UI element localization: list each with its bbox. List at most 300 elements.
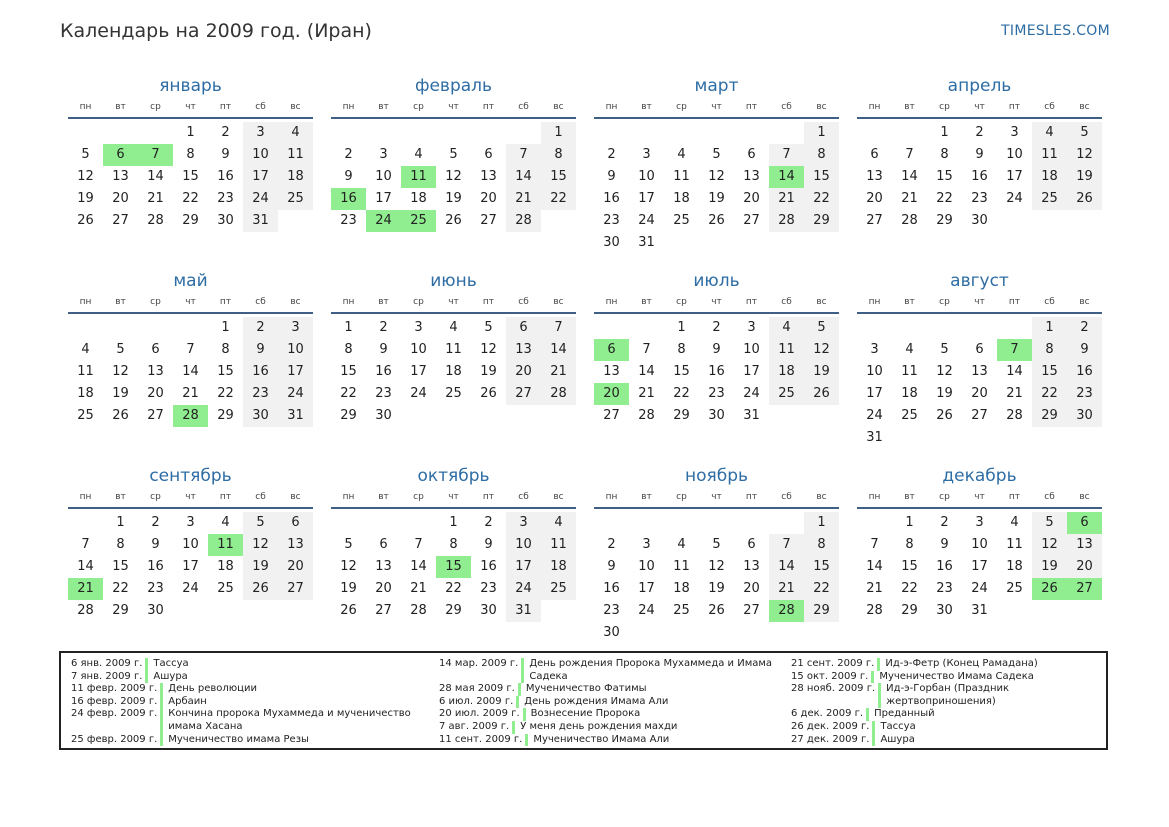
day-cell: 26: [1067, 188, 1102, 210]
day-cell: 18: [410, 191, 427, 206]
day-cell: 16: [217, 169, 234, 184]
day-cell: 29: [182, 213, 199, 228]
day-cell: 16: [708, 364, 725, 379]
legend-item: [71, 658, 431, 671]
day-cell: 21: [866, 581, 883, 596]
holiday-day: 28: [173, 405, 208, 427]
day-cell: 31: [743, 408, 760, 423]
day-cell: 21: [638, 386, 655, 401]
weekday-label: вт: [641, 297, 652, 307]
day-cell: 1: [804, 512, 839, 534]
day-cell: 12: [936, 364, 953, 379]
day-cell: 25: [673, 213, 690, 228]
day-cell: 19: [1032, 556, 1067, 578]
holiday-color-marker: [521, 658, 524, 683]
weekday-label: вс: [290, 102, 301, 112]
month-name: ноябрь: [684, 466, 749, 486]
day-cell: 7: [81, 537, 90, 552]
day-cell: 26: [445, 213, 462, 228]
legend-holiday-name: Мученичество имама Резы: [168, 733, 309, 745]
day-cell: 8: [1032, 339, 1067, 361]
day-cell: 23: [936, 581, 953, 596]
holiday-day: 25: [401, 210, 436, 232]
day-cell: 21: [769, 578, 804, 600]
empty-cell: [366, 512, 401, 534]
day-cell: 17: [182, 559, 199, 574]
day-cell: 24: [866, 408, 883, 423]
month-4: [857, 76, 1102, 271]
day-cell: 19: [480, 364, 497, 379]
day-cell: 18: [217, 559, 234, 574]
day-cell: 2: [975, 125, 984, 140]
holiday-day: 6: [1067, 512, 1102, 534]
day-cell: 19: [804, 361, 839, 383]
day-cell: 13: [971, 364, 988, 379]
day-cell: 13: [506, 339, 541, 361]
legend-holiday-name: День революции: [168, 683, 257, 695]
day-cell: 21: [769, 188, 804, 210]
day-cell: 27: [480, 213, 497, 228]
day-cell: 6: [506, 317, 541, 339]
day-cell: 21: [506, 188, 541, 210]
weekday-label: чт: [448, 297, 459, 307]
day-cell: 17: [278, 361, 313, 383]
day-cell: 15: [340, 364, 357, 379]
day-cell: 10: [243, 144, 278, 166]
empty-cell: [138, 122, 173, 144]
day-cell: 19: [936, 386, 953, 401]
day-cell: 28: [638, 408, 655, 423]
empty-cell: [962, 317, 997, 339]
day-cell: 28: [147, 213, 164, 228]
day-cell: 7: [870, 537, 879, 552]
weekday-label: чт: [185, 102, 196, 112]
day-cell: 22: [804, 188, 839, 210]
legend-item: [439, 734, 789, 747]
day-cell: 24: [638, 213, 655, 228]
day-cell: 28: [77, 603, 94, 618]
empty-cell: [664, 122, 699, 144]
day-cell: 14: [541, 339, 576, 361]
weekday-label: вт: [904, 492, 915, 502]
day-cell: 1: [116, 515, 125, 530]
holiday-day: 6: [103, 144, 138, 166]
day-cell: 30: [603, 235, 620, 250]
day-cell: 15: [804, 556, 839, 578]
day-cell: 5: [1032, 512, 1067, 534]
day-cell: 6: [151, 342, 160, 357]
day-cell: 10: [1006, 147, 1023, 162]
day-cell: 16: [375, 364, 392, 379]
day-cell: 26: [340, 603, 357, 618]
empty-cell: [734, 512, 769, 534]
weekday-label: ср: [939, 492, 950, 502]
day-cell: 9: [344, 169, 353, 184]
day-cell: 18: [77, 386, 94, 401]
empty-cell: [892, 317, 927, 339]
day-cell: 30: [243, 405, 278, 427]
day-cell: 14: [866, 559, 883, 574]
empty-cell: [594, 512, 629, 534]
day-cell: 8: [116, 537, 125, 552]
day-cell: 28: [541, 383, 576, 405]
weekday-label: чт: [974, 297, 985, 307]
day-cell: 29: [804, 210, 839, 232]
day-cell: 12: [1032, 534, 1067, 556]
day-cell: 12: [340, 559, 357, 574]
day-cell: 4: [769, 317, 804, 339]
day-cell: 16: [1067, 361, 1102, 383]
day-cell: 1: [905, 515, 914, 530]
day-cell: 12: [708, 559, 725, 574]
day-cell: 15: [112, 559, 129, 574]
day-cell: 23: [243, 383, 278, 405]
day-cell: 6: [747, 537, 756, 552]
day-grid: [857, 512, 1102, 622]
weekday-label: сб: [781, 492, 792, 502]
day-cell: 13: [480, 169, 497, 184]
day-grid: [594, 122, 839, 254]
weekday-label: вт: [378, 102, 389, 112]
day-cell: 11: [901, 364, 918, 379]
legend-holiday-name: Мученичество Фатимы: [525, 683, 647, 695]
day-cell: 17: [638, 191, 655, 206]
day-cell: 22: [901, 581, 918, 596]
weekday-label: вт: [115, 492, 126, 502]
day-cell: 30: [971, 213, 988, 228]
day-cell: 28: [410, 603, 427, 618]
day-cell: 1: [677, 320, 686, 335]
day-cell: 24: [638, 603, 655, 618]
day-cell: 27: [278, 578, 313, 600]
day-cell: 22: [541, 188, 576, 210]
day-cell: 8: [449, 537, 458, 552]
day-cell: 29: [901, 603, 918, 618]
day-cell: 18: [445, 364, 462, 379]
day-cell: 21: [147, 191, 164, 206]
day-cell: 22: [445, 581, 462, 596]
day-cell: 30: [936, 603, 953, 618]
day-cell: 27: [147, 408, 164, 423]
day-cell: 21: [1006, 386, 1023, 401]
legend-date: 6 июл. 2009 г.: [439, 695, 514, 707]
month-7: [594, 271, 839, 466]
day-cell: 23: [1067, 383, 1102, 405]
day-cell: 2: [712, 320, 721, 335]
holiday-color-marker: [872, 734, 875, 747]
weekday-label: вс: [816, 297, 827, 307]
day-cell: 6: [379, 537, 388, 552]
legend-item: [791, 658, 1106, 671]
day-cell: 14: [1006, 364, 1023, 379]
legend-holiday-name: Ашура: [153, 670, 188, 682]
weekday-label: чт: [974, 102, 985, 112]
empty-cell: [857, 317, 892, 339]
weekday-label: пт: [482, 492, 495, 502]
month-name: август: [950, 271, 1009, 291]
day-cell: 30: [375, 408, 392, 423]
day-cell: 28: [769, 210, 804, 232]
month-name: январь: [159, 76, 222, 96]
day-cell: 5: [484, 320, 493, 335]
day-cell: 2: [243, 317, 278, 339]
day-cell: 6: [484, 147, 493, 162]
day-cell: 7: [642, 342, 651, 357]
day-cell: 19: [77, 191, 94, 206]
holiday-day: 11: [208, 534, 243, 556]
day-cell: 5: [1067, 122, 1102, 144]
day-cell: 4: [1032, 122, 1067, 144]
day-cell: 10: [278, 339, 313, 361]
month-6: [331, 271, 576, 466]
legend-date: 11 сент. 2009 г.: [439, 733, 523, 745]
day-cell: 18: [1006, 559, 1023, 574]
day-cell: 1: [221, 320, 230, 335]
weekday-label: пт: [745, 492, 758, 502]
day-cell: 17: [410, 364, 427, 379]
month-name: апрель: [947, 76, 1012, 96]
day-cell: 20: [480, 191, 497, 206]
holiday-color-marker: [877, 658, 880, 671]
legend-holiday-name: Мученичество Имама Садека: [879, 670, 1034, 682]
day-cell: 22: [217, 386, 234, 401]
legend-date: 16 февр. 2009 г.: [71, 695, 158, 707]
empty-cell: [471, 122, 506, 144]
day-cell: 4: [677, 147, 686, 162]
holiday-day: 27: [1067, 578, 1102, 600]
month-name: февраль: [414, 76, 493, 96]
day-cell: 17: [1006, 169, 1023, 184]
weekday-header: [594, 297, 839, 314]
day-cell: 26: [112, 408, 129, 423]
day-cell: 28: [901, 213, 918, 228]
day-cell: 14: [901, 169, 918, 184]
holiday-day: 28: [769, 600, 804, 622]
weekday-label: пн: [79, 102, 92, 112]
legend-item: [71, 734, 431, 747]
holiday-color-marker: [871, 671, 874, 684]
day-cell: 4: [677, 537, 686, 552]
weekday-label: ср: [413, 492, 424, 502]
day-cell: 14: [769, 556, 804, 578]
day-cell: 23: [340, 213, 357, 228]
day-cell: 20: [1067, 556, 1102, 578]
empty-cell: [594, 122, 629, 144]
day-cell: 29: [340, 408, 357, 423]
legend-date: 7 янв. 2009 г.: [71, 670, 143, 682]
empty-cell: [629, 122, 664, 144]
day-cell: 16: [243, 361, 278, 383]
day-cell: 9: [151, 537, 160, 552]
legend-column: [71, 658, 431, 746]
day-cell: 22: [340, 386, 357, 401]
day-cell: 14: [410, 559, 427, 574]
day-cell: 23: [217, 191, 234, 206]
weekday-label: сб: [518, 492, 529, 502]
legend-holiday-name: Ашура: [880, 733, 915, 745]
day-cell: 16: [603, 191, 620, 206]
day-cell: 6: [278, 512, 313, 534]
legend-holiday-name: Ид-э-Фетр (Конец Рамадана): [885, 658, 1038, 669]
day-cell: 8: [541, 144, 576, 166]
legend-date: 26 дек. 2009 г.: [791, 720, 870, 732]
day-grid: [331, 512, 576, 622]
day-cell: 3: [642, 537, 651, 552]
day-cell: 10: [182, 537, 199, 552]
day-cell: 29: [673, 408, 690, 423]
empty-cell: [401, 122, 436, 144]
day-cell: 15: [673, 364, 690, 379]
empty-cell: [138, 317, 173, 339]
day-cell: 26: [936, 408, 953, 423]
day-cell: 22: [1032, 383, 1067, 405]
day-cell: 5: [712, 147, 721, 162]
day-cell: 4: [449, 320, 458, 335]
legend-column: [439, 658, 789, 746]
day-cell: 19: [1067, 166, 1102, 188]
day-cell: 17: [243, 166, 278, 188]
weekday-label: ср: [413, 297, 424, 307]
holiday-day: 11: [401, 166, 436, 188]
day-cell: 9: [975, 147, 984, 162]
day-cell: 26: [804, 383, 839, 405]
weekday-label: вс: [290, 492, 301, 502]
day-cell: 8: [905, 537, 914, 552]
legend-item: [791, 683, 1106, 708]
legend-date: 6 дек. 2009 г.: [791, 708, 864, 720]
day-cell: 13: [1067, 534, 1102, 556]
legend-date: 14 мар. 2009 г.: [439, 658, 519, 669]
holiday-color-marker: [145, 671, 148, 684]
day-cell: 30: [217, 213, 234, 228]
holiday-legend: [59, 651, 1108, 750]
weekday-label: пн: [605, 102, 618, 112]
legend-item: [71, 708, 431, 733]
weekday-label: ср: [150, 492, 161, 502]
day-cell: 13: [603, 364, 620, 379]
weekday-label: вс: [553, 492, 564, 502]
brand-link[interactable]: TIMESLES.COM: [1001, 23, 1110, 39]
day-cell: 27: [971, 408, 988, 423]
weekday-label: пн: [342, 492, 355, 502]
weekday-label: вс: [816, 492, 827, 502]
day-cell: 23: [971, 191, 988, 206]
empty-cell: [68, 122, 103, 144]
day-cell: 24: [971, 581, 988, 596]
day-cell: 2: [607, 147, 616, 162]
day-cell: 11: [77, 364, 94, 379]
weekday-label: вс: [553, 297, 564, 307]
day-cell: 18: [1032, 166, 1067, 188]
day-cell: 16: [147, 559, 164, 574]
day-cell: 19: [112, 386, 129, 401]
day-cell: 17: [971, 559, 988, 574]
day-cell: 27: [603, 408, 620, 423]
weekday-label: пн: [605, 492, 618, 502]
day-cell: 5: [243, 512, 278, 534]
weekday-header: [68, 297, 313, 314]
legend-item: [439, 696, 789, 709]
empty-cell: [331, 122, 366, 144]
legend-date: 24 февр. 2009 г.: [71, 708, 158, 720]
legend-column: [791, 658, 1106, 746]
month-10: [331, 466, 576, 661]
day-cell: 11: [673, 559, 690, 574]
day-cell: 11: [1032, 144, 1067, 166]
empty-cell: [892, 122, 927, 144]
day-grid: [594, 512, 839, 644]
day-cell: 26: [243, 578, 278, 600]
holiday-color-marker: [872, 721, 875, 734]
day-cell: 22: [112, 581, 129, 596]
holiday-day: 20: [594, 383, 629, 405]
day-cell: 7: [506, 144, 541, 166]
day-cell: 7: [414, 537, 423, 552]
weekday-label: пт: [1008, 102, 1021, 112]
legend-item: [71, 671, 431, 684]
weekday-label: ср: [676, 492, 687, 502]
month-row: [68, 271, 1102, 466]
weekday-label: пт: [219, 102, 232, 112]
day-cell: 25: [901, 408, 918, 423]
day-cell: 31: [866, 430, 883, 445]
day-cell: 23: [375, 386, 392, 401]
weekday-label: сб: [518, 297, 529, 307]
day-cell: 19: [340, 581, 357, 596]
day-cell: 24: [743, 386, 760, 401]
day-cell: 20: [112, 191, 129, 206]
empty-cell: [927, 317, 962, 339]
day-cell: 11: [278, 144, 313, 166]
day-cell: 16: [971, 169, 988, 184]
weekday-header: [594, 102, 839, 119]
day-cell: 8: [344, 342, 353, 357]
weekday-label: пт: [482, 297, 495, 307]
day-cell: 2: [379, 320, 388, 335]
day-cell: 4: [905, 342, 914, 357]
day-cell: 11: [541, 534, 576, 556]
day-cell: 7: [905, 147, 914, 162]
legend-holiday-name: Кончина пророка Мухаммеда и мученичество имама Хасана: [168, 708, 411, 732]
day-cell: 3: [186, 515, 195, 530]
day-cell: 2: [151, 515, 160, 530]
day-cell: 13: [112, 169, 129, 184]
day-cell: 10: [638, 559, 655, 574]
legend-holiday-name: День рождения Пророка Мухаммеда и Имама Садека: [529, 658, 773, 682]
day-cell: 26: [708, 603, 725, 618]
holiday-color-marker: [160, 734, 163, 747]
day-cell: 10: [971, 537, 988, 552]
weekday-label: сб: [1044, 492, 1055, 502]
day-cell: 25: [541, 578, 576, 600]
holiday-day: 14: [769, 166, 804, 188]
day-cell: 25: [445, 386, 462, 401]
day-cell: 1: [804, 122, 839, 144]
day-cell: 4: [278, 122, 313, 144]
day-cell: 11: [769, 339, 804, 361]
day-cell: 2: [940, 515, 949, 530]
day-cell: 20: [971, 386, 988, 401]
empty-cell: [629, 317, 664, 339]
empty-cell: [68, 317, 103, 339]
weekday-header: [857, 102, 1102, 119]
legend-date: 21 сент. 2009 г.: [791, 658, 875, 669]
holiday-color-marker: [518, 683, 521, 696]
empty-cell: [699, 512, 734, 534]
empty-cell: [594, 317, 629, 339]
legend-item: [439, 708, 789, 721]
day-cell: 23: [603, 213, 620, 228]
